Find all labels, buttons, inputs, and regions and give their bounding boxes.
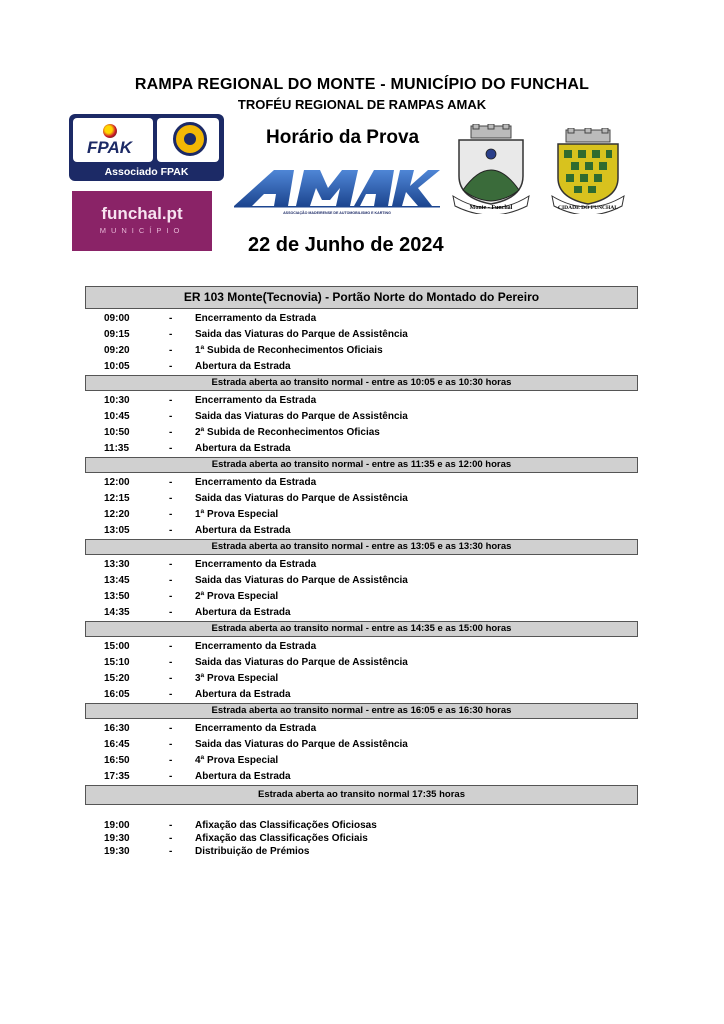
amak-logo: [234, 166, 440, 216]
schedule-dash: -: [169, 427, 173, 438]
schedule-table: [85, 286, 638, 805]
schedule-blocks: [85, 311, 638, 805]
funchal-logo-sub: MUNICÍPIO: [99, 226, 185, 235]
document-subtitle: TROFÉU REGIONAL DE RAMPAS AMAK: [237, 97, 487, 112]
schedule-dash: -: [169, 833, 173, 844]
document-title: RAMPA REGIONAL DO MONTE - MUNICÍPIO DO FUNCHAL: [134, 76, 590, 93]
schedule-row: [85, 441, 638, 457]
road-open-banner: Estrada aberta ao transito normal - entre as 13:05 e as 13:30 horas: [85, 539, 638, 555]
schedule-row: [85, 589, 638, 605]
schedule-row: [85, 359, 638, 375]
fpak-logo-word: FPAK: [87, 138, 133, 157]
schedule-time: 19:00: [104, 820, 130, 831]
schedule-dash: -: [169, 313, 173, 324]
fpak-ball-icon: [103, 124, 117, 138]
schedule-description: Abertura da Estrada: [195, 771, 291, 782]
fpak-logo: [69, 114, 224, 181]
schedule-time: 16:50: [104, 755, 130, 766]
funchal-crest-caption: CIDADE DO FUNCHAL: [558, 205, 618, 211]
schedule-row: [85, 425, 638, 441]
schedule-row: [85, 605, 638, 621]
schedule-row: [85, 737, 638, 753]
schedule-dash: -: [169, 657, 173, 668]
schedule-row: [85, 639, 638, 655]
schedule-description: Saida das Viaturas do Parque de Assistência: [195, 411, 408, 422]
schedule-description: Encerramento da Estrada: [195, 641, 317, 652]
schedule-dash: -: [169, 477, 173, 488]
schedule-description: Abertura da Estrada: [195, 443, 291, 454]
schedule-time: 16:30: [104, 723, 130, 734]
schedule-description: 1ª Prova Especial: [195, 509, 279, 520]
schedule-time: 14:35: [104, 607, 130, 618]
monte-crest: [449, 124, 533, 214]
schedule-row: [85, 311, 638, 327]
schedule-description: Distribuição de Prémios: [195, 846, 310, 857]
schedule-dash: -: [169, 689, 173, 700]
schedule-description: 3ª Prova Especial: [195, 673, 279, 684]
schedule-time: 16:45: [104, 739, 130, 750]
schedule-row: [85, 655, 638, 671]
schedule-dash: -: [169, 723, 173, 734]
schedule-description: 1ª Subida de Reconhecimentos Oficiais: [195, 345, 383, 356]
schedule-row: [85, 721, 638, 737]
schedule-row: [85, 687, 638, 703]
schedule-description: Abertura da Estrada: [195, 361, 291, 372]
event-date: 22 de Junho de 2024: [248, 234, 444, 256]
schedule-dash: -: [169, 673, 173, 684]
schedule-dash: -: [169, 395, 173, 406]
schedule-description: Abertura da Estrada: [195, 607, 291, 618]
schedule-row: [85, 343, 638, 359]
schedule-row: [85, 820, 638, 833]
schedule-time: 12:20: [104, 509, 130, 520]
road-open-banner: Estrada aberta ao transito normal - entre as 10:05 e as 10:30 horas: [85, 375, 638, 391]
amak-tagline: ASSOCIAÇÃO MADEIRENSE DE AUTOMOBILISMO E KARTING: [283, 211, 391, 215]
schedule-dash: -: [169, 755, 173, 766]
schedule-time: 17:35: [104, 771, 130, 782]
schedule-description: Saida das Viaturas do Parque de Assistência: [195, 329, 408, 340]
schedule-time: 15:20: [104, 673, 130, 684]
schedule-row: [85, 507, 638, 523]
monte-crest-caption: Monte - Funchal: [469, 205, 513, 211]
schedule-time: 15:10: [104, 657, 130, 668]
schedule-row: [85, 671, 638, 687]
schedule-time: 10:45: [104, 411, 130, 422]
schedule-time: 19:30: [104, 846, 130, 857]
schedule-time: 11:35: [104, 443, 130, 454]
schedule-time: 09:00: [104, 313, 130, 324]
schedule-description: Encerramento da Estrada: [195, 559, 317, 570]
schedule-description: Encerramento da Estrada: [195, 313, 317, 324]
schedule-time: 10:50: [104, 427, 130, 438]
schedule-row: [85, 393, 638, 409]
schedule-time: 13:30: [104, 559, 130, 570]
schedule-dash: -: [169, 591, 173, 602]
schedule-time: 10:30: [104, 395, 130, 406]
schedule-dash: -: [169, 361, 173, 372]
schedule-dash: -: [169, 641, 173, 652]
funchal-logo-name: funchal.pt: [101, 204, 183, 223]
schedule-time: 15:00: [104, 641, 130, 652]
schedule-description: Encerramento da Estrada: [195, 723, 317, 734]
schedule-dash: -: [169, 443, 173, 454]
schedule-description: 4ª Prova Especial: [195, 755, 279, 766]
schedule-description: Afixação das Classificações Oficiosas: [195, 820, 377, 831]
schedule-row: [85, 846, 638, 859]
schedule-time: 09:20: [104, 345, 130, 356]
schedule-row: [85, 475, 638, 491]
funchal-logo: [72, 191, 212, 251]
schedule-time: 12:00: [104, 477, 130, 488]
seal-icon: [173, 122, 207, 156]
schedule-time: 16:05: [104, 689, 130, 700]
location-header: ER 103 Monte(Tecnovia) - Portão Norte do Montado do Pereiro: [85, 286, 638, 309]
schedule-time: 19:30: [104, 833, 130, 844]
funchal-crest: [548, 128, 628, 214]
schedule-row: [85, 491, 638, 507]
post-event-schedule: [85, 820, 638, 859]
schedule-time: 13:50: [104, 591, 130, 602]
schedule-dash: -: [169, 509, 173, 520]
schedule-time: 13:05: [104, 525, 130, 536]
schedule-time: 13:45: [104, 575, 130, 586]
schedule-row: [85, 523, 638, 539]
schedule-dash: -: [169, 345, 173, 356]
schedule-description: Afixação das Classificações Oficiais: [195, 833, 368, 844]
schedule-dash: -: [169, 607, 173, 618]
schedule-description: Saida das Viaturas do Parque de Assistência: [195, 739, 408, 750]
fpak-partner-emblem: [157, 118, 219, 162]
schedule-dash: -: [169, 411, 173, 422]
schedule-dash: -: [169, 559, 173, 570]
schedule-dash: -: [169, 820, 173, 831]
schedule-row: [85, 409, 638, 425]
schedule-row: [85, 327, 638, 343]
road-open-banner: Estrada aberta ao transito normal - entre as 14:35 e as 15:00 horas: [85, 621, 638, 637]
schedule-dash: -: [169, 329, 173, 340]
schedule-dash: -: [169, 771, 173, 782]
schedule-time: 10:05: [104, 361, 130, 372]
schedule-heading: Horário da Prova: [266, 127, 420, 148]
schedule-description: Abertura da Estrada: [195, 689, 291, 700]
schedule-row: [85, 769, 638, 785]
schedule-description: 2ª Subida de Reconhecimentos Oficias: [195, 427, 380, 438]
schedule-dash: -: [169, 739, 173, 750]
road-open-banner: Estrada aberta ao transito normal - entre as 11:35 e as 12:00 horas: [85, 457, 638, 473]
schedule-description: Saida das Viaturas do Parque de Assistência: [195, 575, 408, 586]
road-open-banner: Estrada aberta ao transito normal - entre as 16:05 e as 16:30 horas: [85, 703, 638, 719]
schedule-time: 12:15: [104, 493, 130, 504]
schedule-description: Encerramento da Estrada: [195, 477, 317, 488]
road-open-banner: Estrada aberta ao transito normal 17:35 horas: [85, 785, 638, 805]
schedule-dash: -: [169, 493, 173, 504]
fpak-emblem: [73, 118, 153, 162]
schedule-dash: -: [169, 525, 173, 536]
schedule-description: 2ª Prova Especial: [195, 591, 279, 602]
schedule-description: Saida das Viaturas do Parque de Assistência: [195, 657, 408, 668]
schedule-dash: -: [169, 846, 173, 857]
schedule-description: Saida das Viaturas do Parque de Assistência: [195, 493, 408, 504]
schedule-description: Abertura da Estrada: [195, 525, 291, 536]
fpak-caption: Associado FPAK: [104, 166, 189, 178]
schedule-time: 09:15: [104, 329, 130, 340]
schedule-description: Encerramento da Estrada: [195, 395, 317, 406]
schedule-row: [85, 557, 638, 573]
schedule-dash: -: [169, 575, 173, 586]
schedule-row: [85, 573, 638, 589]
schedule-row: [85, 753, 638, 769]
schedule-row: [85, 833, 638, 846]
